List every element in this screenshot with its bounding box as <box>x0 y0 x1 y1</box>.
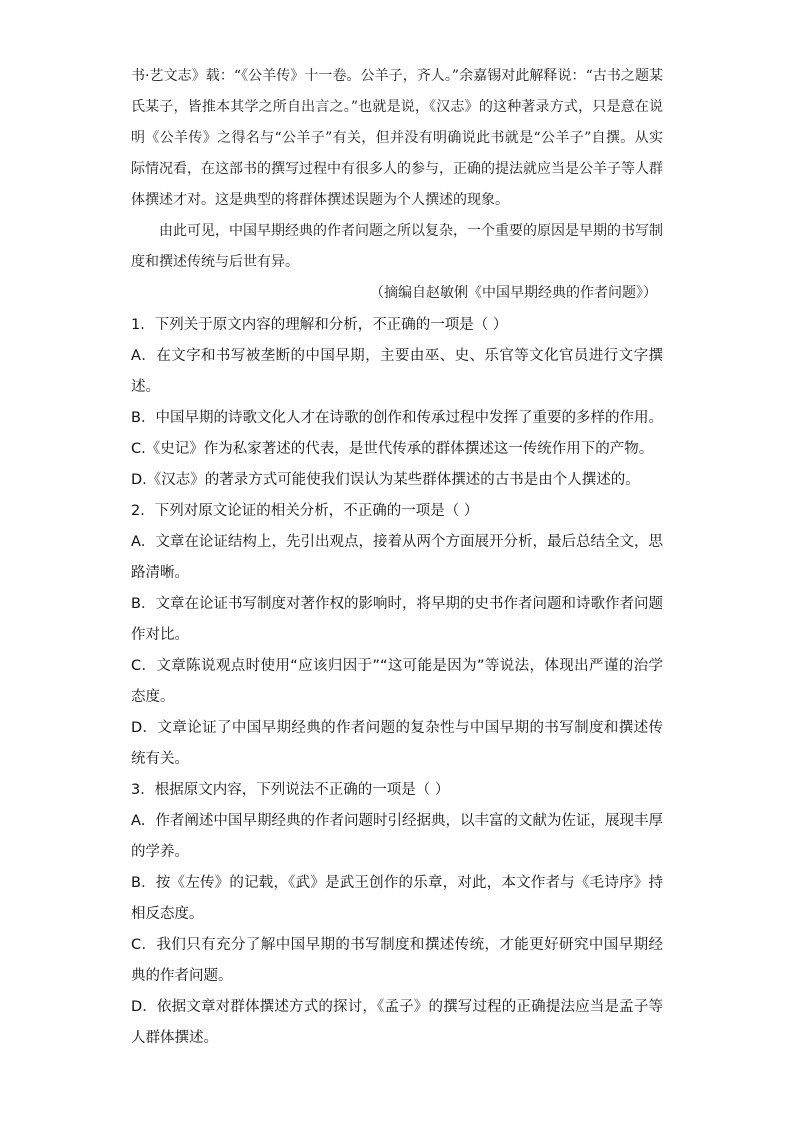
option-d: D．依据文章对群体撰述方式的探讨，《孟子》的撰写过程的正确提法应当是孟子等人群体撰述。 <box>131 999 663 1046</box>
option-a: A．作者阐述中国早期经典的作者问题时引经据典，以丰富的文献为佐证，展现丰厚的学养。 <box>131 813 663 860</box>
option-a: A．文章在论证结构上，先引出观点，接着从两个方面展开分析，最后总结全文，思路清晰。 <box>131 534 663 581</box>
passage-source: （摘编自赵敏俐《中国早期经典的作者问题》） <box>370 285 657 301</box>
passage-paragraph: 由此可见，中国早期经典的作者问题之所以复杂，一个重要的原因是早期的书写制度和撰述传统与后世有异。 <box>131 223 663 270</box>
passage-paragraph: 书·艺文志》载：“《公羊传》十一卷。公羊子，齐人。”余嘉锡对此解释说：“古书之题某氏某子，皆推本其学之所自出言之。”也就是说，《汉志》的这种著录方式，只是意在说明《公羊传》之得名与“公羊子”有关，但并没有明确说此书就是“公羊子”自撰。从实际情况看，在这部书的撰写过程中有很多人的参与，正确的提法就应当是公羊子等人群体撰述才对。这是典型的将群体撰述误题为个人撰述的现象。 <box>131 68 663 208</box>
page-content <box>131 61 663 1054</box>
option-c: C．我们只有充分了解中国早期的书写制度和撰述传统，才能更好研究中国早期经典的作者问题。 <box>131 937 663 984</box>
question-stem: 1．下列关于原文内容的理解和分析，不正确的一项是（ ） <box>131 317 508 333</box>
question-stem: 3．根据原文内容，下列说法不正确的一项是（ ） <box>131 782 450 798</box>
option-c: C.《史记》作为私家著述的代表，是世代传承的群体撰述这一传统作用下的产物。 <box>131 441 654 457</box>
question-list <box>131 310 663 1054</box>
option-b: B．中国早期的诗歌文化人才在诗歌的创作和传承过程中发挥了重要的多样的作用。 <box>131 410 663 426</box>
option-d: D.《汉志》的著录方式可能使我们误认为某些群体撰述的古书是由个人撰述的。 <box>131 472 640 488</box>
option-c: C．文章陈说观点时使用“应该归因于”“这可能是因为”等说法，体现出严谨的治学态度。 <box>131 658 663 705</box>
reading-passage <box>131 61 663 309</box>
question-stem: 2．下列对原文论证的相关分析，不正确的一项是（ ） <box>131 503 479 519</box>
question-1 <box>131 310 663 496</box>
option-b: B．文章在论证书写制度对著作权的影响时，将早期的史书作者问题和诗歌作者问题作对比。 <box>131 596 663 643</box>
option-d: D．文章论证了中国早期经典的作者问题的复杂性与中国早期的书写制度和撰述传统有关。 <box>131 720 663 767</box>
option-b: B．按《左传》的记载，《武》是武王创作的乐章，对此，本文作者与《毛诗序》持相反态度。 <box>131 875 663 922</box>
option-a: A．在文字和书写被垄断的中国早期，主要由巫、史、乐官等文化官员进行文字撰述。 <box>131 348 663 395</box>
question-3 <box>131 775 663 1054</box>
question-2 <box>131 496 663 775</box>
